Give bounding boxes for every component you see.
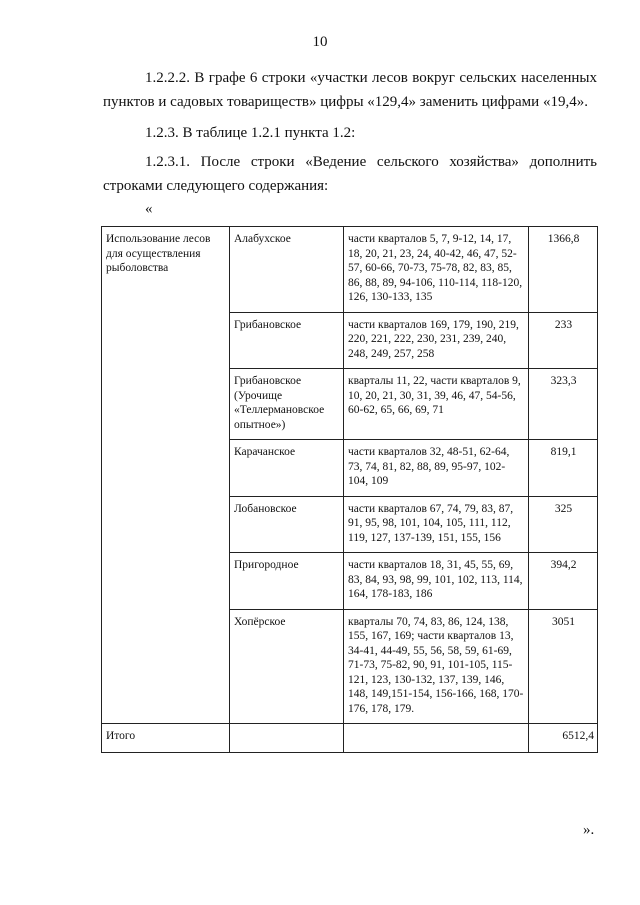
quarters-cell: кварталы 70, 74, 83, 86, 124, 138, 155, 167, 169; части кварталов 13, 34-41, 44-49, 55, 56, 58, 59, 61-69, 71-73, 75-82, 90, 91, 101-105, 115-121, 123, 130-132, 137, 139, 146, 148, 149,151-154, 156-166, 168, 170-176, 178, 179. (344, 609, 529, 724)
quarters-cell: кварталы 11, 22, части кварталов 9, 10, 20, 21, 30, 31, 39, 46, 47, 54-56, 60-62, 65, 66, 69, 71 (344, 369, 529, 440)
area-cell: 1366,8 (529, 227, 598, 313)
forestry-cell: Пригородное (230, 553, 344, 610)
area-cell: 3051 (529, 609, 598, 724)
empty-cell (344, 724, 529, 753)
paragraph-2: 1.2.3. В таблице 1.2.1 пункта 1.2: (145, 125, 356, 141)
quarters-cell: части кварталов 169, 179, 190, 219, 220, 221, 222, 230, 231, 239, 240, 248, 249, 257, 258 (344, 312, 529, 369)
paragraph-3-line-1: 1.2.3.1. После строки «Ведение сельского хозяйства» дополнить (145, 154, 597, 170)
quarters-cell: части кварталов 32, 48-51, 62-64, 73, 74, 81, 82, 88, 89, 95-97, 102-104, 109 (344, 440, 529, 497)
paragraph-3-line-2: строками следующего содержания: (103, 178, 329, 194)
empty-cell (230, 724, 344, 753)
forestry-cell: Карачанское (230, 440, 344, 497)
area-cell: 819,1 (529, 440, 598, 497)
opening-quote: « (145, 201, 153, 217)
forestry-cell: Грибановское (Урочище «Теллермановское опытное») (230, 369, 344, 440)
page-number: 10 (312, 34, 328, 50)
quarters-cell: части кварталов 18, 31, 45, 55, 69, 83, 84, 93, 98, 99, 101, 102, 113, 114, 164, 178-183, 186 (344, 553, 529, 610)
purpose-cell: Использование лесов для осуществления рыболовства (102, 227, 230, 724)
total-label-cell: Итого (102, 724, 230, 753)
quarters-cell: части кварталов 67, 74, 79, 83, 87, 91, 95, 98, 101, 104, 105, 111, 112, 119, 127, 137-139, 151, 155, 156 (344, 496, 529, 553)
area-cell: 233 (529, 312, 598, 369)
total-area-cell: 6512,4 (529, 724, 598, 753)
area-cell: 325 (529, 496, 598, 553)
forestry-cell: Грибановское (230, 312, 344, 369)
forestry-cell: Лобановское (230, 496, 344, 553)
forestry-cell: Хопёрское (230, 609, 344, 724)
area-cell: 394,2 (529, 553, 598, 610)
total-row (102, 724, 598, 753)
closing-quote: ». (583, 822, 595, 838)
paragraph-1-line-2: пунктов и садовых товариществ» цифры «129,4» заменить цифрами «19,4». (103, 94, 588, 110)
paragraph-1-line-1: 1.2.2.2. В графе 6 строки «участки лесов вокруг сельских населенных (145, 70, 597, 86)
forestry-cell: Алабухское (230, 227, 344, 313)
table-row (102, 227, 598, 313)
forest-use-table (101, 226, 598, 753)
area-cell: 323,3 (529, 369, 598, 440)
quarters-cell: части кварталов 5, 7, 9-12, 14, 17, 18, 20, 21, 23, 24, 40-42, 46, 47, 52-57, 60-66, 70-73, 75-78, 82, 83, 85, 86, 88, 89, 94-106, 110-114, 118-120, 126, 130-133, 135 (344, 227, 529, 313)
